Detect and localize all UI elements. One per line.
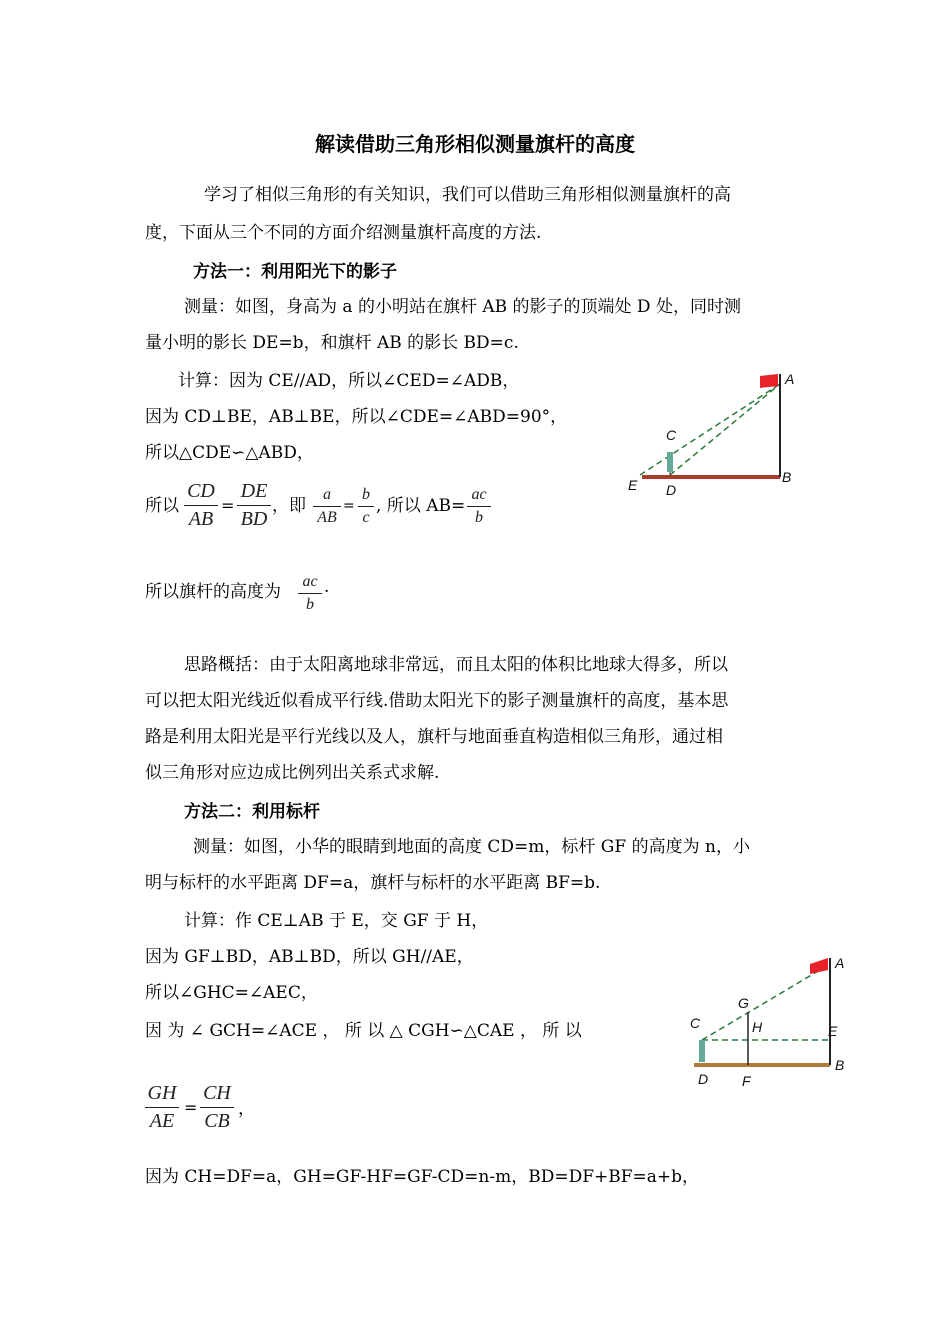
point-label-b: B: [835, 1057, 845, 1073]
ji-label: ，即: [272, 496, 306, 516]
fraction-denominator: AB: [317, 509, 337, 526]
equals-sign: =: [221, 496, 235, 515]
figure-method-2: [680, 948, 850, 1093]
summary-line-3: 路是利用太阳光是平行光线以及人，旗杆与地面垂直构造相似三角形，通过相: [145, 727, 723, 747]
fraction-gh-ae: [145, 1082, 179, 1133]
point-label-e: E: [628, 477, 638, 493]
fraction-denominator: BD: [240, 508, 268, 530]
flag-icon: [810, 958, 828, 974]
fraction-ac-b: [467, 486, 491, 527]
point-label-a: A: [785, 371, 795, 387]
method1-measure-line-1: 测量：如图，身高为 a 的小明站在旗杆 AB 的影子的顶端处 D 处，同时测: [184, 297, 741, 317]
intro-line-2: 度，下面从三个不同的方面介绍测量旗杆高度的方法.: [145, 223, 542, 243]
fraction-bar: [298, 593, 322, 594]
figure-method-1: [620, 362, 810, 502]
fraction-numerator: ac: [471, 486, 487, 503]
fraction-bar: [184, 505, 218, 506]
method2-calc-2: 因为 GF⊥BD，AB⊥BD，所以 GH//AE，: [145, 947, 474, 967]
fraction-bar: [237, 505, 271, 506]
fraction-numerator: CD: [187, 480, 215, 502]
sight-line: [702, 964, 830, 1040]
fraction-denominator: AE: [149, 1110, 175, 1132]
method2-calc-4: 因 为 ∠ GCH=∠ACE ， 所 以 △ CGH∽△CAE ， 所 以: [145, 1021, 582, 1041]
method2-calc-1: 计算：作 CE⊥AB 于 E，交 GF 于 H，: [184, 911, 489, 931]
intro-line-1: 学习了相似三角形的有关知识，我们可以借助三角形相似测量旗杆的高: [204, 185, 731, 205]
fraction-bar: [145, 1107, 179, 1108]
point-label-e: E: [828, 1023, 838, 1039]
fraction-denominator: CB: [204, 1110, 230, 1132]
method1-calc-1: 计算：因为 CE//AD，所以∠CED=∠ADB，: [178, 371, 520, 391]
equals-sign: =: [184, 1098, 198, 1117]
point-label-a: A: [835, 955, 845, 971]
height-text: 所以旗杆的高度为: [145, 582, 281, 602]
fraction-bar: [200, 1107, 234, 1108]
summary-line-4: 似三角形对应边成比例列出关系式求解.: [145, 763, 440, 783]
fraction-b-c: [358, 486, 374, 527]
method1-calc-2: 因为 CD⊥BE，AB⊥BE，所以∠CDE=∠ABD=90°，: [145, 407, 568, 427]
fraction-numerator: GH: [147, 1082, 177, 1104]
so-ab-label: , 所以 AB=: [376, 496, 466, 516]
fraction-bar: [358, 506, 374, 507]
method1-measure-line-2: 量小明的影长 DE=b，和旗杆 AB 的影长 BD=c.: [145, 333, 519, 353]
summary-line-1: 思路概括：由于太阳离地球非常远，而且太阳的体积比地球大得多，所以: [184, 655, 728, 675]
method2-measure-2: 明与标杆的水平距离 DF=a，旗杆与标杆的水平距离 BF=b.: [145, 873, 601, 893]
fraction-numerator: ac: [302, 573, 318, 590]
method2-heading: 方法二：利用标杆: [184, 802, 320, 822]
person-icon: [667, 452, 673, 472]
equals-sign: =: [343, 498, 355, 514]
point-label-d: D: [666, 482, 677, 498]
fraction-numerator: a: [323, 486, 331, 503]
comma: ，: [238, 1099, 255, 1119]
fraction-cd-ab: [184, 480, 218, 531]
fraction-denominator: b: [475, 509, 483, 526]
method2-calc-5: 因为 CH=DF=a，GH=GF-HF=GF-CD=n-m，BD=DF+BF=a+b，: [145, 1167, 700, 1187]
point-label-c: C: [666, 427, 677, 443]
point-label-f: F: [742, 1073, 751, 1089]
fraction-denominator: AB: [188, 508, 214, 530]
sun-ray-line: [640, 384, 780, 475]
flag-icon: [760, 374, 778, 388]
fraction-de-bd: [237, 480, 271, 531]
fraction-ch-cb: [200, 1082, 234, 1133]
fraction-bar: [313, 506, 341, 507]
fraction-numerator: b: [362, 486, 370, 503]
fraction-numerator: DE: [240, 480, 268, 502]
point-label-d: D: [698, 1071, 709, 1087]
method2-measure-1: 测量：如图，小华的眼睛到地面的高度 CD=m，标杆 GF 的高度为 n，小: [193, 837, 750, 857]
fraction-denominator: c: [362, 509, 370, 526]
point-label-h: H: [752, 1019, 763, 1035]
point-label-c: C: [690, 1015, 701, 1031]
fraction-bar: [467, 506, 491, 507]
point-label-b: B: [782, 469, 792, 485]
method1-so-label: 所以: [145, 496, 179, 516]
fraction-a-ab: [313, 486, 341, 527]
period: .: [324, 577, 330, 597]
fraction-denominator: b: [306, 596, 314, 613]
fraction-ac-b-height: [298, 573, 322, 614]
sun-ray-line: [670, 384, 780, 475]
method2-calc-3: 所以∠GHC=∠AEC，: [145, 983, 318, 1003]
person-icon: [699, 1040, 705, 1062]
page-title: 解读借助三角形相似测量旗杆的高度: [315, 132, 635, 156]
point-label-g: G: [738, 995, 749, 1011]
fraction-numerator: CH: [203, 1082, 231, 1104]
summary-line-2: 可以把太阳光线近似看成平行线.借助太阳光下的影子测量旗杆的高度，基本思: [145, 691, 729, 711]
method1-heading: 方法一：利用阳光下的影子: [193, 262, 397, 282]
method1-calc-3: 所以△CDE∽△ABD，: [145, 443, 314, 463]
